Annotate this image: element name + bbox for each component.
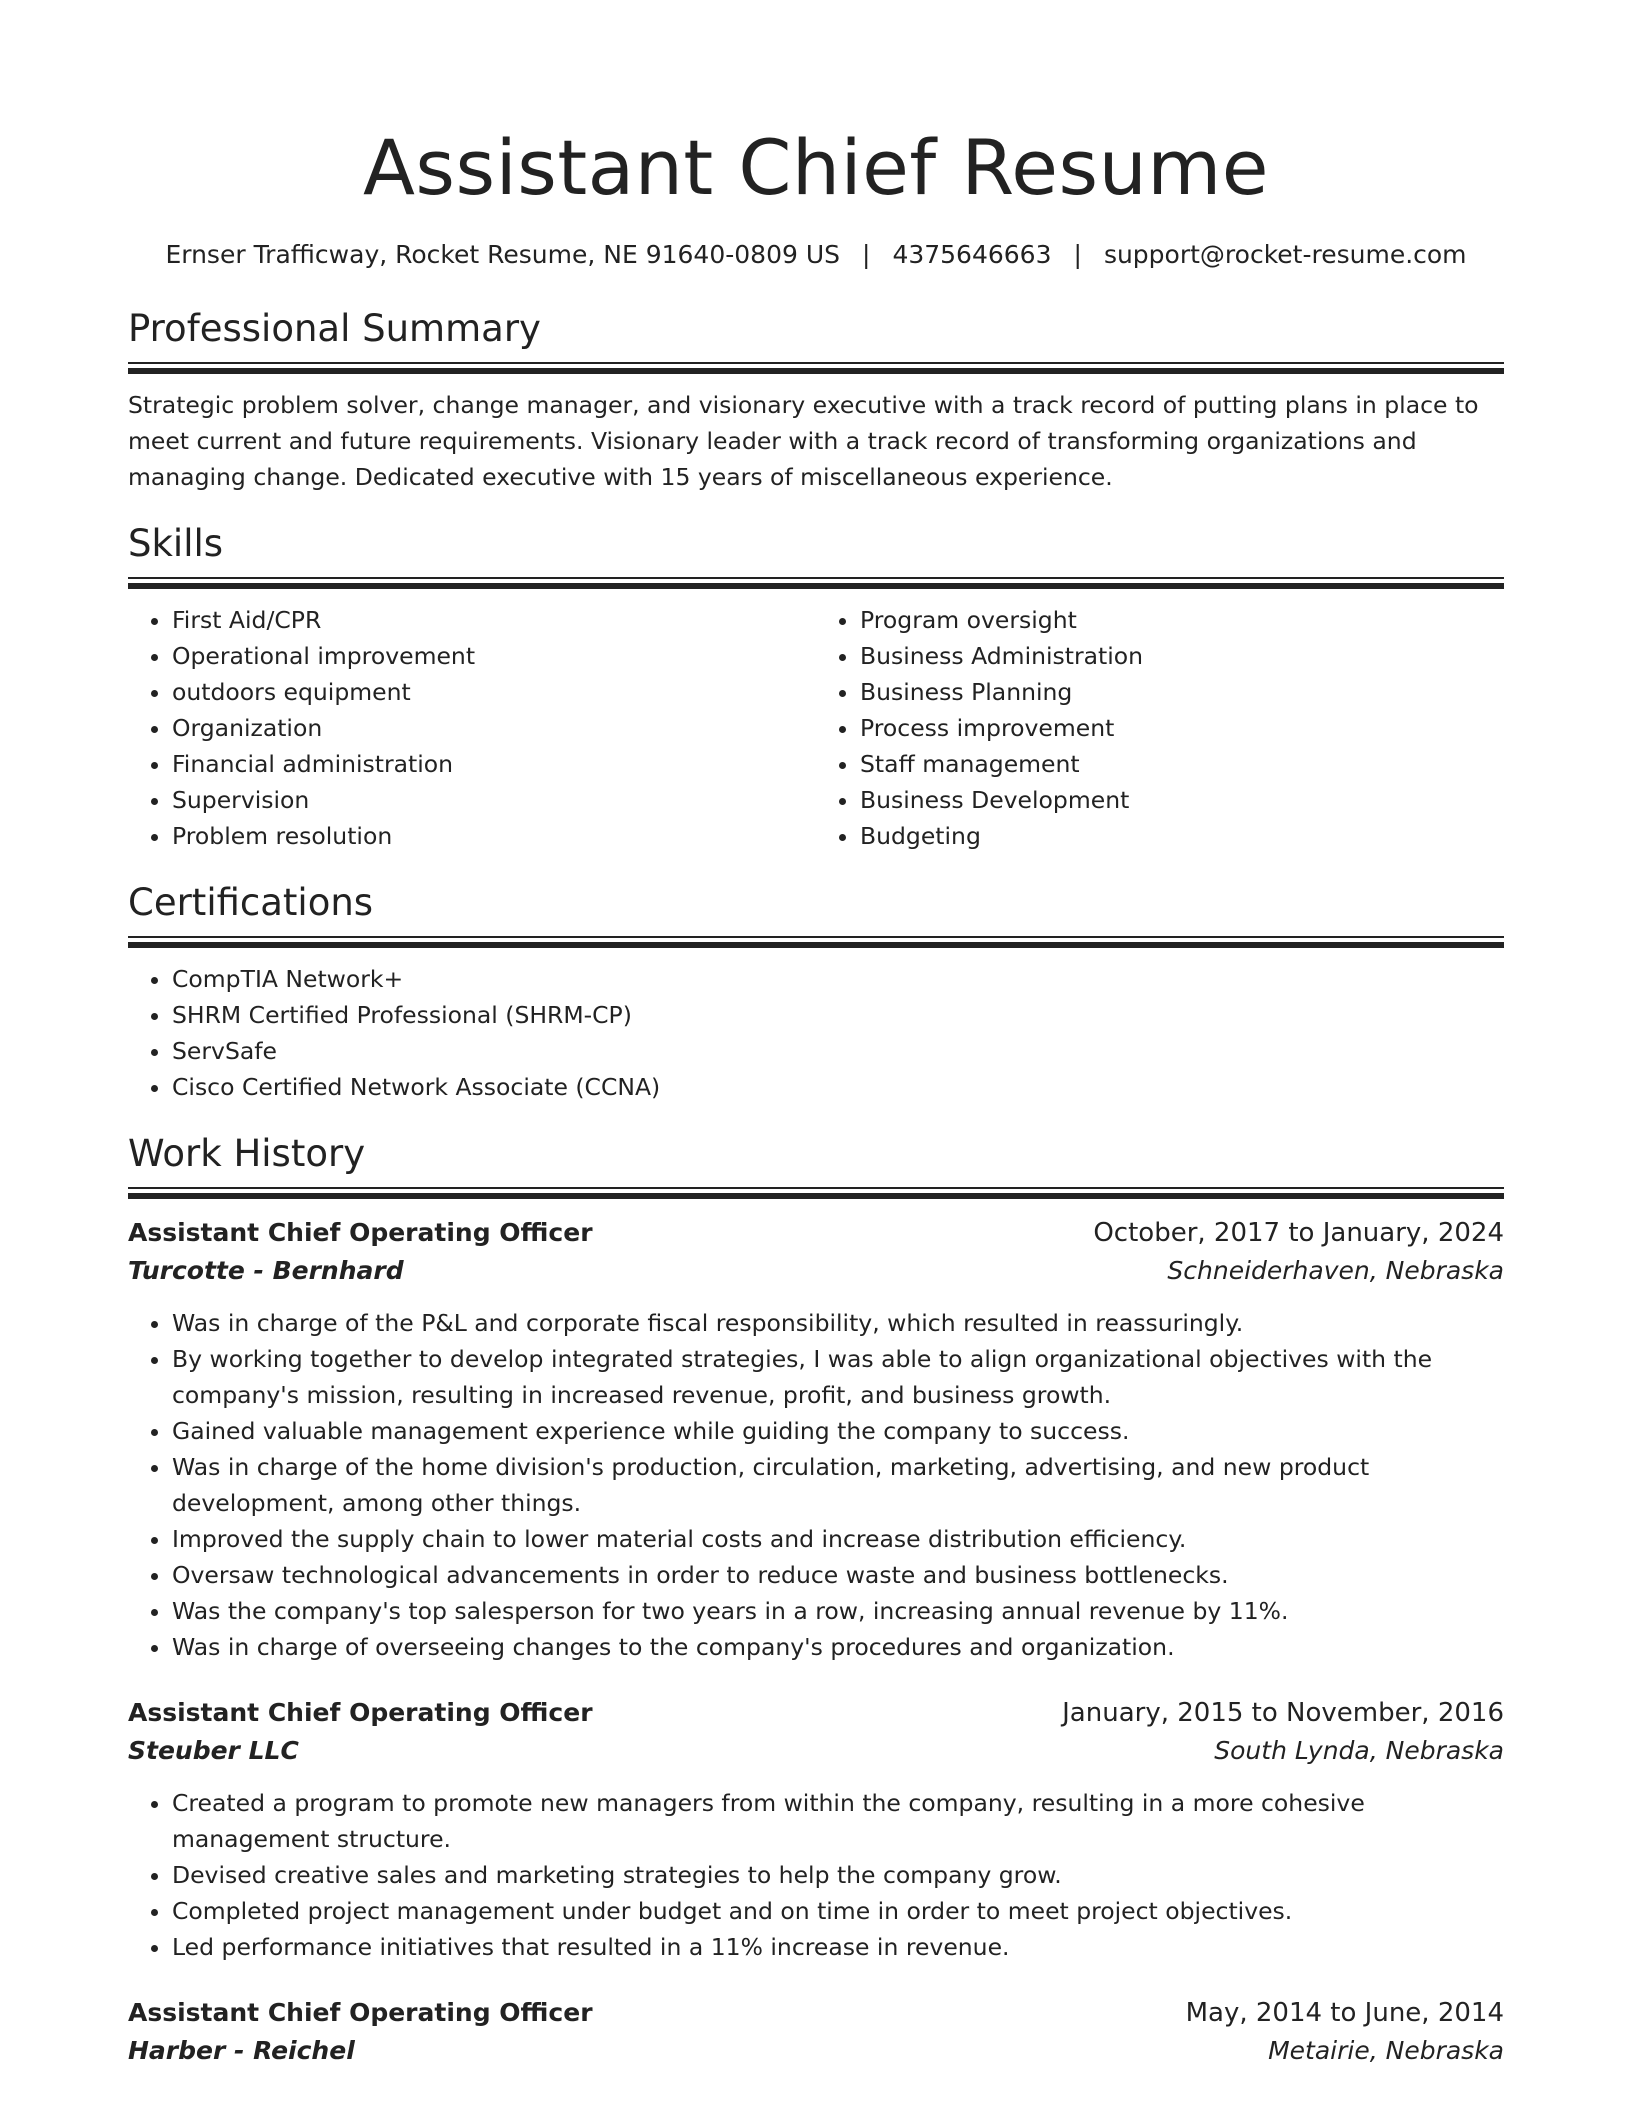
certification-item: • SHRM Certified Professional (SHRM-CP) [172, 997, 1504, 1033]
job-bullet: • Created a program to promote new managers from within the company, resulting in a more cohesive management structure. [172, 1785, 1504, 1857]
contact-separator: | [862, 240, 871, 269]
skill-item: • Budgeting [860, 818, 1504, 854]
job-bullet: • Was the company's top salesperson for two years in a row, increasing annual revenue by 11%. [172, 1593, 1504, 1629]
certification-item: • ServSafe [172, 1033, 1504, 1069]
job-entry [128, 1695, 1504, 1965]
resume-page [128, 0, 1504, 2071]
job-subheader-row [128, 1731, 1504, 1771]
skill-item: • outdoors equipment [172, 674, 816, 710]
job-title: Assistant Chief Operating Officer [128, 1998, 593, 2027]
skill-item: • First Aid/CPR [172, 602, 816, 638]
certification-item: • CompTIA Network+ [172, 961, 1504, 997]
skill-item: • Staff management [860, 746, 1504, 782]
skills-section [128, 521, 1504, 854]
job-dates: January, 2015 to November, 2016 [1062, 1698, 1504, 1728]
skill-item: • Operational improvement [172, 638, 816, 674]
skill-item: • Organization [172, 710, 816, 746]
work-history-section [128, 1131, 1504, 2071]
skill-item: • Supervision [172, 782, 816, 818]
job-dates: May, 2014 to June, 2014 [1185, 1998, 1504, 2028]
summary-section [128, 306, 1504, 495]
job-bullet: • Was in charge of the home division's production, circulation, marketing, advertising, and new product development, among other things. [172, 1449, 1504, 1521]
skills-column-right [816, 602, 1504, 854]
section-heading-skills: Skills [128, 522, 224, 565]
job-bullet: • Improved the supply chain to lower material costs and increase distribution efficiency. [172, 1521, 1504, 1557]
job-bullet: • Was in charge of the P&L and corporate fiscal responsibility, which resulted in reassuringly. [172, 1305, 1504, 1341]
skills-list [128, 602, 1504, 854]
job-company: Harber - Reichel [128, 2036, 355, 2065]
section-divider [128, 936, 1504, 948]
job-header-row [128, 1995, 1504, 2031]
job-bullet: • Was in charge of overseeing changes to the company's procedures and organization. [172, 1629, 1504, 1665]
job-bullets [128, 1305, 1504, 1665]
resume-title: Assistant Chief Resume [362, 123, 1270, 212]
section-divider [128, 577, 1504, 589]
job-entry [128, 1215, 1504, 1665]
section-heading-certifications: Certifications [128, 881, 374, 924]
job-bullet: • Gained valuable management experience while guiding the company to success. [172, 1413, 1504, 1449]
job-location: South Lynda, Nebraska [1214, 1736, 1504, 1765]
job-bullet: • By working together to develop integrated strategies, I was able to align organizational objectives with the company's mission, resulting in increased revenue, profit, and business growth. [172, 1341, 1504, 1413]
skills-column-left [128, 602, 816, 854]
job-header-row [128, 1695, 1504, 1731]
certifications-section [128, 880, 1504, 1105]
job-company: Steuber LLC [128, 1736, 299, 1765]
job-bullet: • Completed project management under budget and on time in order to meet project objectives. [172, 1893, 1504, 1929]
job-header-row [128, 1215, 1504, 1251]
job-location: Schneiderhaven, Nebraska [1167, 1256, 1504, 1285]
job-bullet: • Led performance initiatives that resulted in a 11% increase in revenue. [172, 1929, 1504, 1965]
skill-item: • Financial administration [172, 746, 816, 782]
skill-item: • Business Administration [860, 638, 1504, 674]
job-bullet: • Devised creative sales and marketing strategies to help the company grow. [172, 1857, 1504, 1893]
summary-text: Strategic problem solver, change manager, and visionary executive with a track record of putting plans in place to meet current and future requirements. Visionary leader with a track record of transforming organizations and managing change. Dedicated executive with 15 years of miscellaneous experience. [128, 391, 1479, 491]
job-title: Assistant Chief Operating Officer [128, 1698, 593, 1727]
job-company: Turcotte - Bernhard [128, 1256, 404, 1285]
contact-email[interactable]: support@rocket-resume.com [1103, 240, 1467, 269]
contact-line [128, 238, 1504, 272]
section-divider [128, 362, 1504, 374]
certifications-list [128, 961, 1504, 1105]
job-title: Assistant Chief Operating Officer [128, 1218, 593, 1247]
contact-phone: 4375646663 [892, 240, 1052, 269]
contact-address: Ernser Trafficway, Rocket Resume, NE 91640-0809 US [165, 240, 840, 269]
job-dates: October, 2017 to January, 2024 [1093, 1218, 1504, 1248]
certification-item: • Cisco Certified Network Associate (CCNA) [172, 1069, 1504, 1105]
job-location: Metairie, Nebraska [1268, 2036, 1504, 2065]
skill-item: • Problem resolution [172, 818, 816, 854]
skill-item: • Program oversight [860, 602, 1504, 638]
contact-separator: | [1073, 240, 1082, 269]
skill-item: • Process improvement [860, 710, 1504, 746]
section-heading-summary: Professional Summary [128, 307, 541, 350]
job-subheader-row [128, 2031, 1504, 2071]
job-subheader-row [128, 1251, 1504, 1291]
skill-item: • Business Planning [860, 674, 1504, 710]
job-entry [128, 1995, 1504, 2071]
skill-item: • Business Development [860, 782, 1504, 818]
section-divider [128, 1187, 1504, 1199]
job-bullets [128, 1785, 1504, 1965]
section-heading-work-history: Work History [128, 1132, 366, 1175]
job-bullet: • Oversaw technological advancements in order to reduce waste and business bottlenecks. [172, 1557, 1504, 1593]
